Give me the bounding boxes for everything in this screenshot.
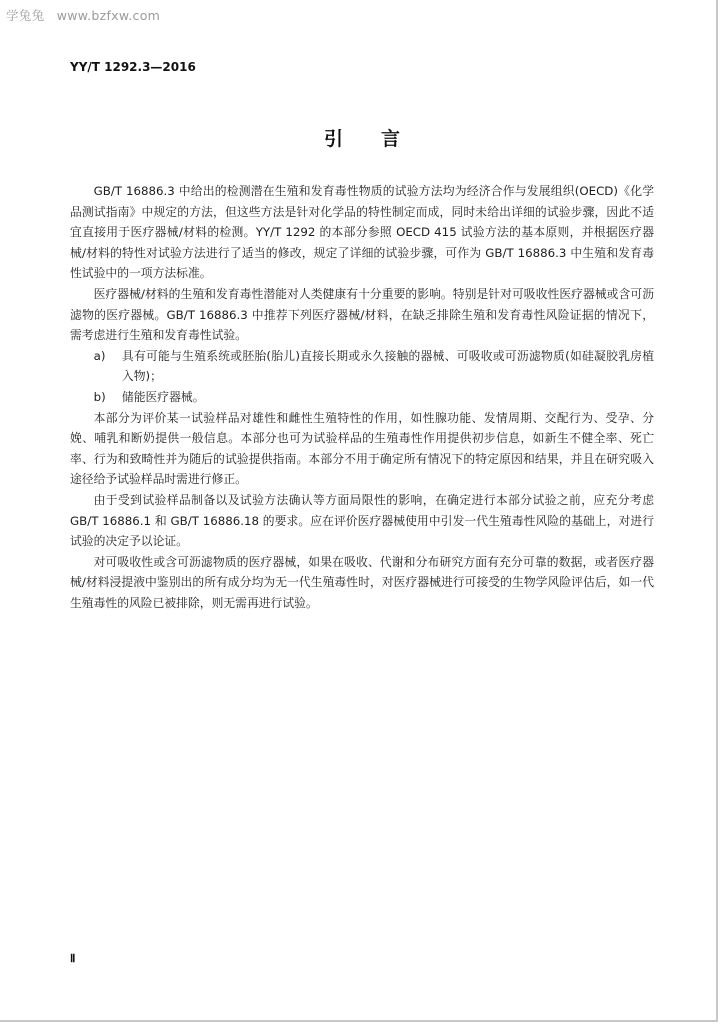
paragraph: 对可吸收性或含可沥滤物质的医疗器械，如果在吸收、代谢和分布研究方面有充分可靠的数据，或者医疗器械/材料浸提液中鉴别出的所有成分均为无一代生殖毒性时，对医疗器械进行可接受的生物学风险评估后，如一代生殖毒性的风险已被排除，则无需再进行试验。 [70,554,654,610]
list-item [70,346,654,387]
paragraph: GB/T 16886.3 中给出的检测潜在生殖和发育毒性物质的试验方法均为经济合作与发展组织(OECD)《化学品测试指南》中规定的方法，但这些方法是针对化学品的特性制定而成，同时未给出详细的试验步骤，因此不适宜直接用于医疗器械/材料的检测。YY/T 1292 的本部分参照 OECD 415 试验方法的基本原则，并根据医疗器械/材料的特性对试验方法进行了适当的修改，规定了详细的试验步骤，可作为 GB/T 16886.3 中生殖和发育毒性试验中的一项方法标准。 [70,184,654,281]
paragraph: 医疗器械/材料的生殖和发育毒性潜能对人类健康有十分重要的影响。特别是针对可吸收性医疗器械或含可沥滤物的医疗器械。GB/T 16886.3 中推荐下列医疗器械/材料，在缺乏排除生殖和发育毒性风险证据的情况下，需考虑进行生殖和发育毒性试验。 [70,286,654,343]
list-marker: a) [93,348,106,363]
watermark-site-name: 学兔兔 [6,8,45,23]
standard-code: YY/T 1292.3—2016 [70,60,196,74]
list-item [70,387,654,408]
page-title: 引言 [323,128,438,150]
document-body [70,181,654,613]
watermark [6,6,160,24]
list-item-text: 具有可能与生殖系统或胚胎(胎儿)直接长期或永久接触的器械、可吸收或可沥滤物质(如硅凝胶乳房植入物)； [121,348,654,384]
paragraph: 由于受到试验样品制备以及试验方法确认等方面局限性的影响，在确定进行本部分试验之前，应充分考虑 GB/T 16886.1 和 GB/T 16886.18 的要求。应在评价医疗器械使用中引发一代生殖毒性风险的基础上，对进行试验的决定予以论证。 [70,492,654,549]
list-marker: b) [93,389,106,404]
watermark-site-url: www.bzfxw.com [56,8,161,23]
page-number: Ⅱ [70,953,76,965]
paragraph: 本部分为评价某一试验样品对雄性和雌性生殖特性的作用，如性腺功能、发情周期、交配行为、受孕、分娩、哺乳和断奶提供一般信息。本部分也可为试验样品的生殖毒性作用提供初步信息，如新生不健全率、死亡率、行为和致畸性并为随后的试验提供指南。本部分不用于确定所有情况下的特定原因和结果，并且在研究吸入途径给予试验样品时需进行修正。 [70,410,654,487]
list-item-text: 储能医疗器械。 [121,389,205,404]
